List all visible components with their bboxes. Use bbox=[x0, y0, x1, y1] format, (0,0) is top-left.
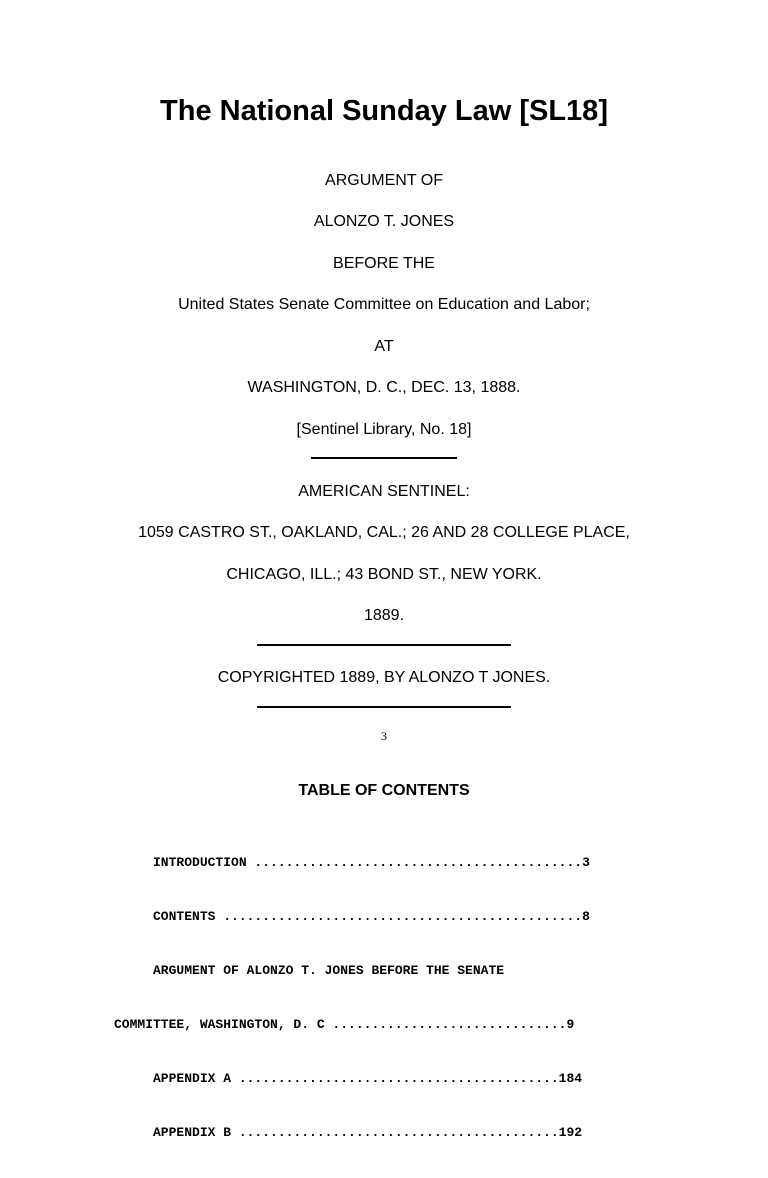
publisher-name-line: AMERICAN SENTINEL: bbox=[298, 483, 470, 500]
publisher-address-line-2: CHICAGO, ILL.; 43 BOND ST., NEW YORK. bbox=[226, 566, 542, 583]
place-date-line: WASHINGTON, D. C., DEC. 13, 1888. bbox=[247, 379, 521, 396]
author-line: ALONZO T. JONES bbox=[313, 213, 455, 230]
toc-entry-appendix-a: APPENDIX A .........................................184 bbox=[114, 1071, 583, 1086]
toc-entry-argument: ARGUMENT OF ALONZO T. JONES BEFORE THE SENATE bbox=[114, 963, 505, 978]
before-the-line: BEFORE THE bbox=[333, 255, 435, 272]
copyright-line: COPYRIGHTED 1889, BY ALONZO T JONES. bbox=[217, 669, 551, 686]
series-line: [Sentinel Library, No. 18] bbox=[296, 421, 472, 438]
committee-line: United States Senate Committee on Education and Labor; bbox=[178, 296, 590, 313]
short-divider bbox=[311, 457, 457, 459]
publication-year-line: 1889. bbox=[363, 607, 405, 624]
page-title: The National Sunday Law [SL18] bbox=[160, 95, 608, 127]
at-line: AT bbox=[374, 338, 394, 355]
argument-of-line: ARGUMENT OF bbox=[325, 172, 443, 189]
table-of-contents bbox=[114, 818, 590, 1178]
page-number: 3 bbox=[381, 729, 387, 743]
publisher-address-line-1: 1059 CASTRO ST., OAKLAND, CAL.; 26 AND 28 COLLEGE PLACE, bbox=[138, 524, 630, 541]
toc-entry-contents: CONTENTS ..............................................8 bbox=[114, 909, 590, 924]
toc-entry-appendix-b: APPENDIX B .........................................192 bbox=[114, 1125, 583, 1140]
toc-entry-introduction: INTRODUCTION ..........................................3 bbox=[114, 855, 590, 870]
toc-entry-argument-continued: COMMITTEE, WASHINGTON, D. C ..............................9 bbox=[114, 1017, 575, 1032]
divider-below-copyright bbox=[257, 706, 511, 708]
toc-heading: TABLE OF CONTENTS bbox=[298, 782, 470, 799]
divider-above-copyright bbox=[257, 644, 511, 646]
